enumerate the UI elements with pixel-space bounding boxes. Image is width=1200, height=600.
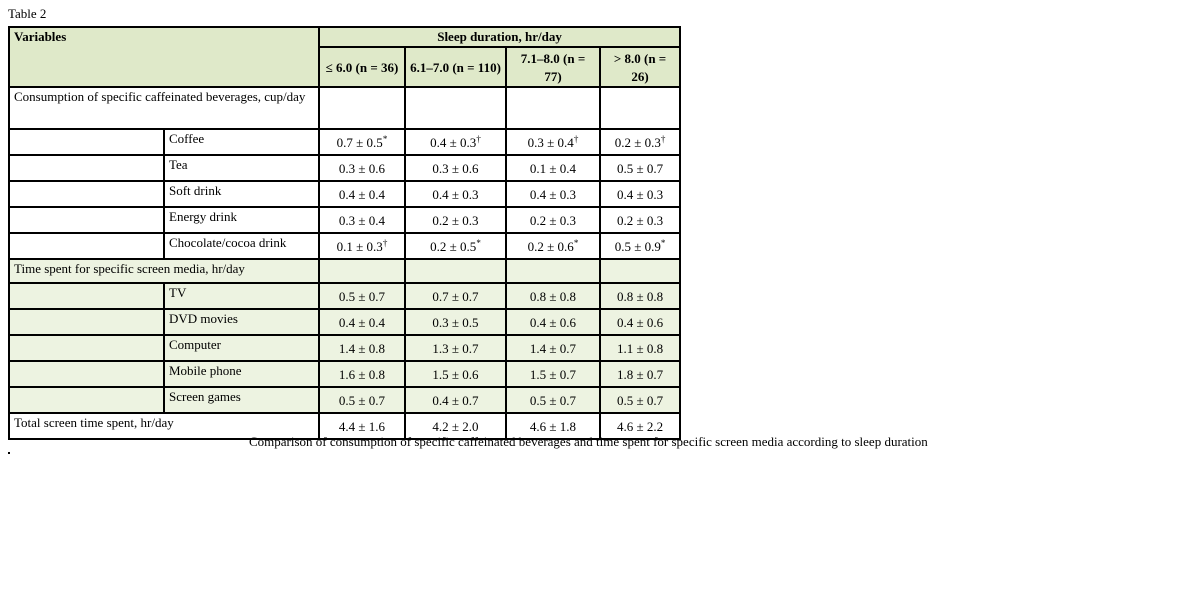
row-label: Chocolate/cocoa drink <box>164 233 319 259</box>
value-cell <box>319 335 405 361</box>
value-cell <box>506 361 600 387</box>
value-cell <box>405 283 506 309</box>
value-text: 0.3 ± 0.6 <box>338 161 386 176</box>
table-row <box>9 207 680 233</box>
value-text: 0.4 ± 0.6 <box>616 315 664 330</box>
value-cell <box>600 207 680 233</box>
dot-mark <box>8 452 10 454</box>
value-text: 0.7 ± 0.7 <box>432 289 479 304</box>
indent-cell <box>9 181 164 207</box>
indent-cell <box>9 309 164 335</box>
table-caption: Comparison of consumption of specific caffeinated beverages and time spent for specific screen media according to sleep duration <box>249 434 928 449</box>
value-text: 1.4 ± 0.7 <box>529 341 577 356</box>
section-title-row <box>9 87 680 129</box>
empty-cell <box>600 259 680 283</box>
value-cell <box>506 283 600 309</box>
significance-mark: † <box>476 134 481 144</box>
indent-cell <box>9 361 164 387</box>
value-text: 0.2 ± 0.3 <box>616 213 664 228</box>
significance-mark: † <box>573 134 579 144</box>
value-cell <box>319 155 405 181</box>
significance-mark: † <box>660 134 666 144</box>
value-cell <box>600 181 680 207</box>
column-header: ≤ 6.0 (n = 36) <box>319 47 405 87</box>
value-cell <box>506 155 600 181</box>
row-label: DVD movies <box>164 309 319 335</box>
value-cell <box>600 309 680 335</box>
value-cell <box>600 283 680 309</box>
value-text: 0.8 ± 0.8 <box>616 289 664 304</box>
value-cell <box>405 129 506 155</box>
value-text: 0.3 ± 0.6 <box>432 161 479 176</box>
value-text: 0.1 ± 0.3 <box>336 239 383 254</box>
value-text: 0.4 ± 0.4 <box>338 187 386 202</box>
value-cell: 4.6 ± 2.2 <box>600 413 680 439</box>
value-cell <box>600 387 680 413</box>
indent-cell <box>9 207 164 233</box>
table-row <box>9 309 680 335</box>
value-cell <box>600 155 680 181</box>
value-text: 0.4 ± 0.3 <box>616 187 664 202</box>
value-text: 0.5 ± 0.9 <box>614 239 661 254</box>
row-label: Computer <box>164 335 319 361</box>
value-cell <box>600 233 680 259</box>
value-cell <box>405 361 506 387</box>
value-cell <box>600 335 680 361</box>
value-cell <box>405 387 506 413</box>
indent-cell <box>9 129 164 155</box>
value-text: 0.7 ± 0.5 <box>336 135 383 150</box>
value-text: 1.1 ± 0.8 <box>616 341 664 356</box>
table-row <box>9 129 680 155</box>
value-text: 0.2 ± 0.3 <box>432 213 479 228</box>
value-cell <box>319 207 405 233</box>
table-label: Table 2 <box>8 6 47 21</box>
row-label: Soft drink <box>164 181 319 207</box>
value-cell <box>405 181 506 207</box>
value-text: 0.4 ± 0.4 <box>338 315 386 330</box>
value-text: 0.2 ± 0.5 <box>430 239 477 254</box>
section-title: Consumption of specific caffeinated beverages, cup/day <box>9 87 319 129</box>
value-cell <box>600 361 680 387</box>
value-text: 0.2 ± 0.3 <box>529 213 577 228</box>
value-text: 0.5 ± 0.7 <box>338 289 386 304</box>
indent-cell <box>9 387 164 413</box>
table-row <box>9 155 680 181</box>
section-title-row <box>9 259 680 283</box>
table-row <box>9 387 680 413</box>
empty-cell <box>405 259 506 283</box>
value-text: 0.5 ± 0.7 <box>616 161 664 176</box>
value-text: 0.5 ± 0.7 <box>616 393 664 408</box>
value-text: 0.4 ± 0.3 <box>529 187 577 202</box>
value-cell <box>319 361 405 387</box>
value-text: 0.1 ± 0.4 <box>529 161 577 176</box>
value-text: 0.5 ± 0.7 <box>529 393 577 408</box>
row-label: Coffee <box>164 129 319 155</box>
empty-cell <box>506 259 600 283</box>
indent-cell <box>9 335 164 361</box>
value-text: 0.5 ± 0.7 <box>338 393 386 408</box>
value-text: 0.8 ± 0.8 <box>529 289 577 304</box>
table-row <box>9 283 680 309</box>
value-text: 1.6 ± 0.8 <box>338 367 386 382</box>
indent-cell <box>9 155 164 181</box>
value-text: 0.3 ± 0.5 <box>432 315 479 330</box>
empty-cell <box>319 259 405 283</box>
value-text: 0.2 ± 0.3 <box>614 135 661 150</box>
indent-cell <box>9 233 164 259</box>
value-cell <box>506 181 600 207</box>
column-header: 7.1–8.0 (n = 77) <box>506 47 600 87</box>
table-row <box>9 335 680 361</box>
value-text: 1.5 ± 0.6 <box>432 367 479 382</box>
value-text: 0.4 ± 0.6 <box>529 315 577 330</box>
value-cell <box>405 155 506 181</box>
value-cell <box>600 129 680 155</box>
significance-mark: * <box>476 238 481 248</box>
indent-cell <box>9 283 164 309</box>
value-text: 0.4 ± 0.3 <box>432 187 479 202</box>
value-text: 1.5 ± 0.7 <box>529 367 577 382</box>
significance-mark: † <box>382 238 388 248</box>
value-text: 1.8 ± 0.7 <box>616 367 664 382</box>
value-cell: 4.6 ± 1.8 <box>506 413 600 439</box>
value-cell <box>319 233 405 259</box>
table-body <box>9 87 680 439</box>
row-label: TV <box>164 283 319 309</box>
value-cell <box>319 181 405 207</box>
value-text: 0.3 ± 0.4 <box>338 213 386 228</box>
value-cell <box>506 309 600 335</box>
significance-mark: * <box>660 238 666 248</box>
value-cell <box>506 233 600 259</box>
value-cell <box>506 129 600 155</box>
significance-mark: * <box>382 134 388 144</box>
value-cell <box>405 207 506 233</box>
value-cell <box>506 387 600 413</box>
value-cell <box>405 335 506 361</box>
value-cell <box>319 309 405 335</box>
row-label: Energy drink <box>164 207 319 233</box>
value-text: 0.3 ± 0.4 <box>527 135 574 150</box>
column-header: 6.1–7.0 (n = 110) <box>405 47 506 87</box>
significance-mark: * <box>573 238 579 248</box>
value-cell <box>319 387 405 413</box>
row-label: Tea <box>164 155 319 181</box>
section-title: Time spent for specific screen media, hr/day <box>9 259 319 283</box>
value-cell <box>405 233 506 259</box>
value-cell <box>405 309 506 335</box>
column-header: > 8.0 (n = 26) <box>600 47 680 87</box>
sleep-duration-header: Sleep duration, hr/day <box>319 27 680 47</box>
value-cell <box>319 129 405 155</box>
total-label: Total screen time spent, hr/day <box>9 413 319 439</box>
table-row <box>9 233 680 259</box>
value-cell: 4.2 ± 2.0 <box>405 413 506 439</box>
row-label: Screen games <box>164 387 319 413</box>
value-text: 0.2 ± 0.6 <box>527 239 574 254</box>
value-cell: 4.4 ± 1.6 <box>319 413 405 439</box>
value-cell <box>506 207 600 233</box>
table-row <box>9 361 680 387</box>
value-text: 1.3 ± 0.7 <box>432 341 479 356</box>
value-text: 0.4 ± 0.7 <box>432 393 479 408</box>
row-label: Mobile phone <box>164 361 319 387</box>
value-text: 0.4 ± 0.3 <box>430 135 477 150</box>
value-cell <box>319 283 405 309</box>
value-text: 1.4 ± 0.8 <box>338 341 386 356</box>
table-row <box>9 181 680 207</box>
value-cell <box>506 335 600 361</box>
sleep-duration-table <box>8 26 681 440</box>
variables-header: Variables <box>9 27 319 87</box>
